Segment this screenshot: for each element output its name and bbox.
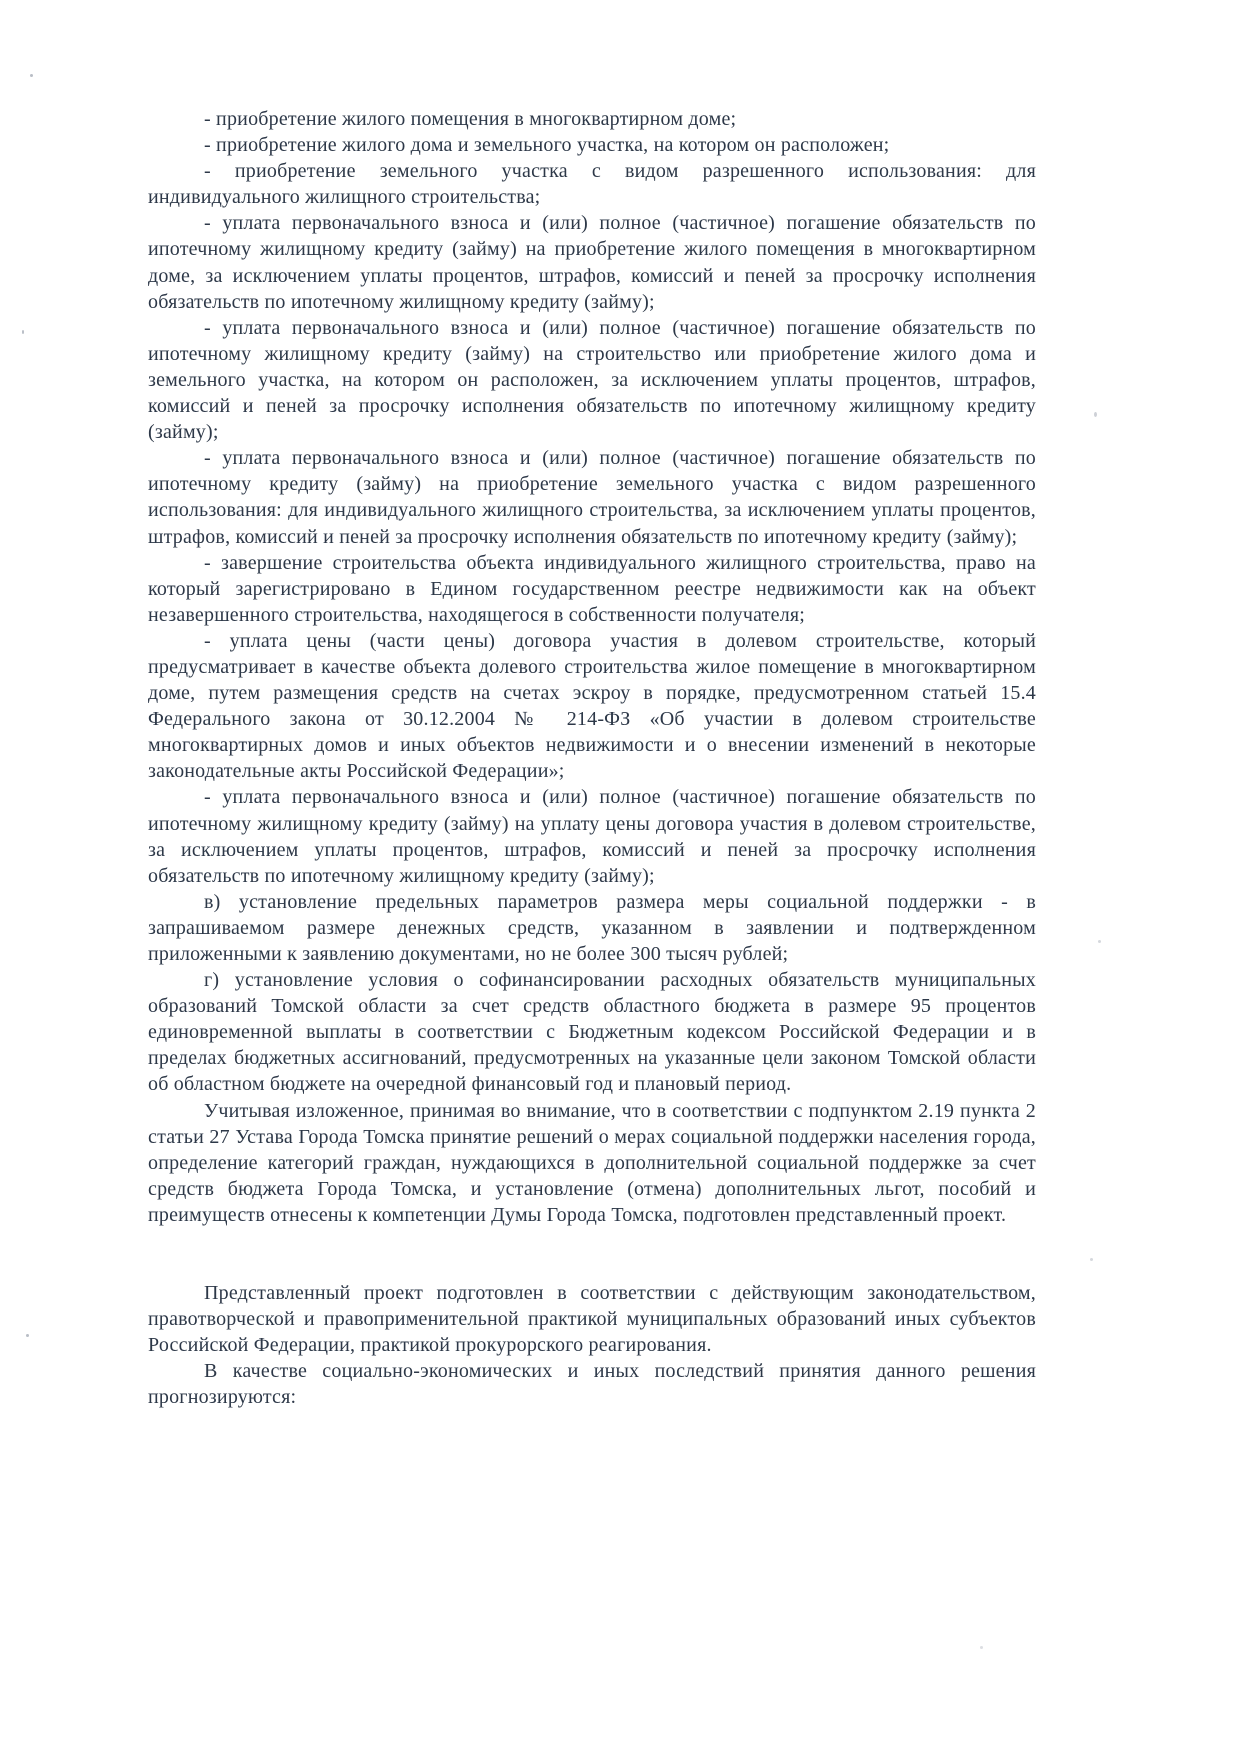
paragraph-bullet-apartment: - приобретение жилого помещения в многоквартирном доме; — [204, 108, 737, 130]
scan-artifact — [1090, 1258, 1093, 1261]
scan-artifact — [1094, 412, 1097, 417]
paragraph-bullet-mortgage-apartment: - уплата первоначального взноса и (или) полное (частичное) погашение обязательств по ипотечному жилищному кредиту (займу) на приобретение жилого помещения в многоквартирном доме, за исключением уплаты процентов, штрафов, комиссий и пеней за просрочку исполнения обязательств по ипотечному жилищному кредиту (займу); — [148, 212, 1036, 313]
paragraph-consequences-intro: В качестве социально-экономических и иных последствий принятия данного решения прогнозируются: — [148, 1360, 1036, 1409]
paragraph-bullet-shared-construction: - уплата первоначального взноса и (или) полное (частичное) погашение обязательств по ипотечному жилищному кредиту (займу) на уплату цены договора участия в долевом строительстве, за исключением уплаты процентов, штрафов, комиссий и пеней за просрочку исполнения обязательств по ипотечному жилищному кредиту (займу); — [148, 786, 1036, 887]
scan-artifact — [26, 1334, 29, 1337]
scan-artifact — [22, 330, 24, 334]
paragraph-item-v: в) установление предельных параметров размера меры социальной поддержки - в запрашиваемом размере денежных средств, указанном в заявлении и подтвержденном приложенными к заявлению документами, но не более 300 тысяч рублей; — [148, 890, 1036, 965]
paragraph-bullet-house-land: - приобретение жилого дома и земельного участка, на котором он расположен; — [204, 134, 890, 157]
scan-artifact — [980, 1646, 983, 1649]
paragraph-bullet-construction-completion: - завершение строительства объекта индивидуального жилищного строительства, право на который зарегистрировано в Едином государственном реестре недвижимости как на объект незавершенного строительства, находящегося в собственности получателя; — [148, 551, 1036, 626]
paragraph-bullet-land-plot: - приобретение земельного участка с видом разрешенного использования: для индивидуального жилищного строительства; — [148, 160, 1036, 209]
paragraph-item-g: г) установление условия о софинансировании расходных обязательств муниципальных образований Томской области за счет средств областного бюджета в размере 95 процентов единовременной выплаты в соответствии с Бюджетным кодексом Российской Федерации и в пределах бюджетных ассигнований, предусмотренных на указанные цели законом Томской области об областном бюджете на очередной финансовый год и плановый период. — [148, 969, 1036, 1096]
scan-artifact — [30, 74, 33, 77]
scan-artifact — [1098, 940, 1101, 943]
paragraph-bullet-escrow: - уплата цены (части цены) договора участия в долевом строительстве, который предусматривает в качестве объекта долевого строительства жилое помещение в многоквартирном доме, путем размещения средств на счетах эскроу в порядке, предусмотренном статьей 15.4 Федерального закона от 30.12.2004 № 214-ФЗ «Об участии в долевом строительстве многоквартирных домов и иных объектов недвижимости и о внесении изменений в некоторые законодательные акты Российской Федерации»; — [148, 629, 1036, 783]
paragraph-project-prepared: Представленный проект подготовлен в соответствии с действующим законодательством, правотворческой и правоприменительной практикой муниципальных образований иных субъектов Российской Федерации, практикой прокурорского реагирования. — [148, 1282, 1036, 1357]
document-body — [148, 106, 1036, 1411]
paragraph-conclusion-charter: Учитывая изложенное, принимая во внимание, что в соответствии с подпунктом 2.19 пункта 2 статьи 27 Устава Города Томска принятие решений о мерах социальной поддержки населения города, определение категорий граждан, нуждающихся в дополнительной социальной поддержке за счет средств бюджета Города Томска, и установление (отмена) дополнительных льгот, пособий и преимуществ отнесены к компетенции Думы Города Томска, подготовлен представленный проект. — [148, 1099, 1036, 1226]
paragraph-bullet-mortgage-land: - уплата первоначального взноса и (или) полное (частичное) погашение обязательств по ипотечному кредиту (займу) на приобретение земельного участка с видом разрешенного использования: для индивидуального жилищного строительства, за исключением уплаты процентов, штрафов, комиссий и пеней за просрочку исполнения обязательств по ипотечному кредиту (займу); — [148, 447, 1036, 548]
paragraph-bullet-mortgage-house: - уплата первоначального взноса и (или) полное (частичное) погашение обязательств по ипотечному жилищному кредиту (займу) на строительство или приобретение жилого дома и земельного участка, на котором он расположен, за исключением уплаты процентов, штрафов, комиссий и пеней за просрочку исполнения обязательств по ипотечному жилищному кредиту (займу); — [148, 316, 1036, 444]
